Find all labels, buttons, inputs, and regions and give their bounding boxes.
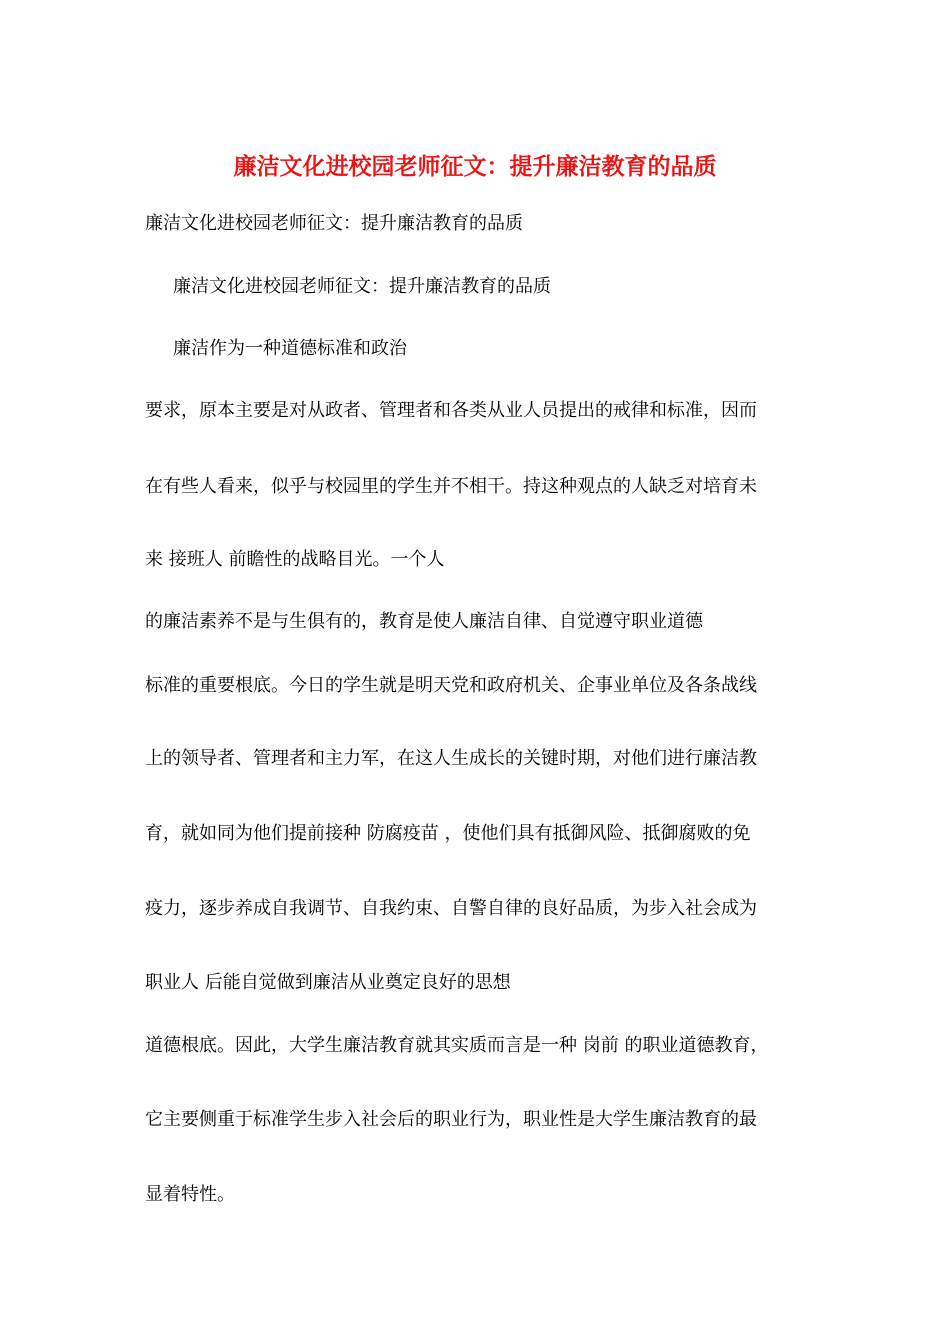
paragraph-line: 要求，原本主要是对从政者、管理者和各类从业人员提出的戒律和标准，因而 (145, 400, 757, 421)
paragraph-line: 来 接班人 前瞻性的战略目光。一个人 (145, 549, 445, 570)
paragraph-line: 的廉洁素养不是与生俱有的，教育是使人廉洁自律、自觉遵守职业道德 (145, 611, 703, 632)
paragraph-line: 标准的重要根底。今日的学生就是明天党和政府机关、企事业单位及各条战线 (145, 675, 757, 696)
paragraph-line: 育，就如同为他们提前接种 防腐疫苗 ，使他们具有抵御风险、抵御腐败的免 (145, 823, 751, 844)
repeated-heading-line: 廉洁文化进校园老师征文：提升廉洁教育的品质 (173, 276, 551, 297)
paragraph-line: 道德根底。因此，大学生廉洁教育就其实质而言是一种 岗前 的职业道德教育， (145, 1035, 769, 1056)
paragraph-line: 上的领导者、管理者和主力军，在这人生成长的关键时期，对他们进行廉洁教 (145, 748, 757, 769)
subtitle-line: 廉洁文化进校园老师征文：提升廉洁教育的品质 (145, 213, 523, 234)
paragraph-line: 显着特性。 (145, 1184, 235, 1205)
paragraph-line: 它主要侧重于标准学生步入社会后的职业行为，职业性是大学生廉洁教育的最 (145, 1109, 757, 1130)
paragraph-line: 在有些人看来，似乎与校园里的学生并不相干。持这种观点的人缺乏对培育未 (145, 476, 757, 497)
paragraph-line: 职业人 后能自觉做到廉洁从业奠定良好的思想 (145, 972, 511, 993)
paragraph-line: 廉洁作为一种道德标准和政治 (173, 338, 407, 359)
document-title: 廉洁文化进校园老师征文：提升廉洁教育的品质 (233, 153, 717, 180)
paragraph-line: 疫力，逐步养成自我调节、自我约束、自警自律的良好品质，为步入社会成为 (145, 898, 757, 919)
